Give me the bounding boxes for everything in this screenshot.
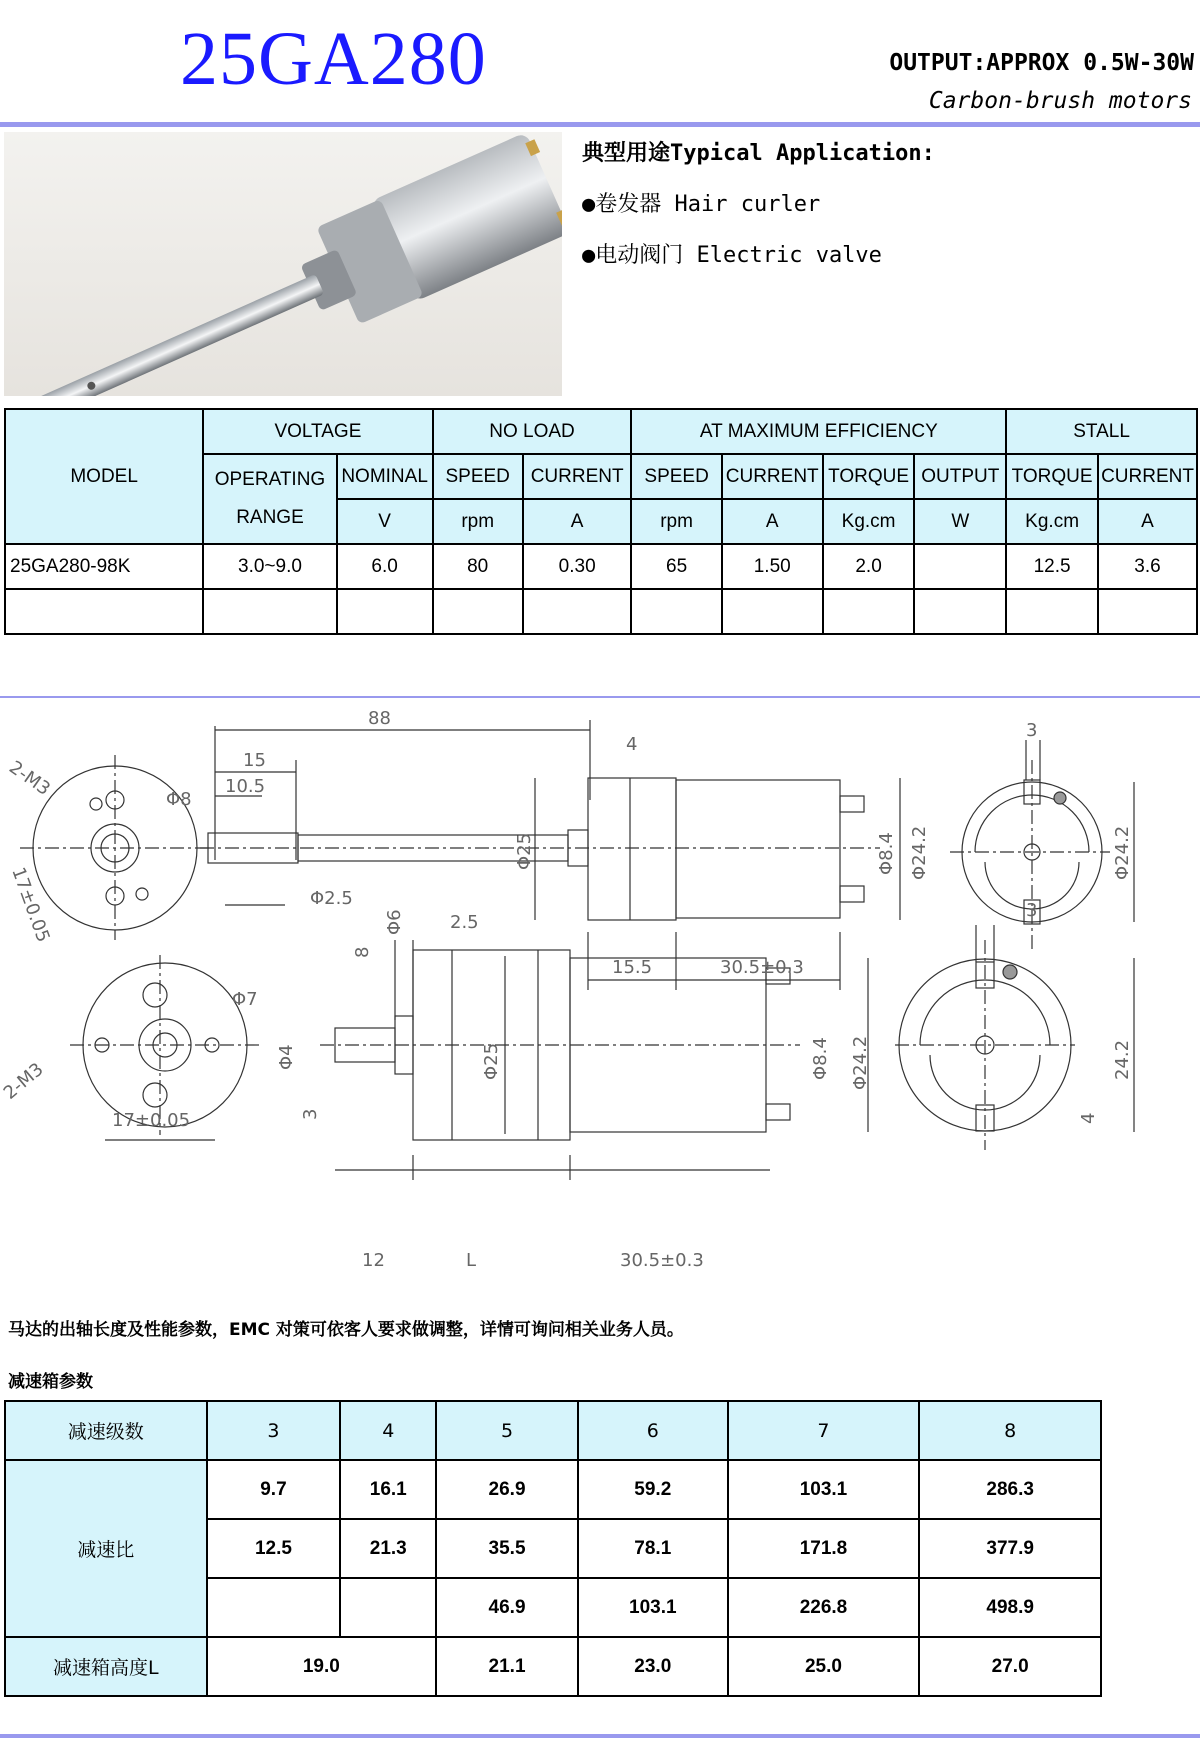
dim-label: Φ8.4 [876,832,897,875]
dim-label: 2-M3 [5,756,54,800]
unit-cell: Kg.cm [823,499,915,544]
dim-label: L [466,1250,477,1271]
dim-label: 2-M3 [0,1058,48,1104]
group-max-efficiency: AT MAXIMUM EFFICIENCY [631,409,1006,454]
ratio-cell: 59.2 [578,1460,728,1519]
table-cell [433,589,523,634]
table-cell [5,589,203,634]
section-rule [0,696,1200,698]
unit-cell: Kg.cm [1006,499,1098,544]
unit-cell: A [1098,499,1197,544]
ratio-cell: 226.8 [728,1578,920,1637]
model-title: 25GA280 [180,17,487,101]
dim-label: 17±0.05 [112,1110,191,1131]
dim-label: 15.5 [612,957,653,978]
application-heading: 典型用途Typical Application: [582,141,935,166]
unit-cell: A [523,499,632,544]
dim-label: 3 [1026,900,1038,921]
column-header: SPEED [631,454,721,499]
height-label: 减速箱高度L [5,1637,207,1696]
ratio-cell: 171.8 [728,1519,920,1578]
ratio-cell: 12.5 [207,1519,341,1578]
dim-label: 8 [352,946,373,958]
spec-table [4,408,1198,635]
table-cell: 0.30 [523,544,632,589]
table-cell: 80 [433,544,523,589]
dim-label: 2.5 [450,912,479,933]
ratio-cell: 26.9 [436,1460,578,1519]
ratio-cell: 286.3 [919,1460,1101,1519]
dim-label: Φ24.2 [1112,825,1133,880]
stage-cell: 8 [919,1401,1101,1460]
unit-cell: W [914,499,1006,544]
application-item: ●电动阀门 Electric valve [582,243,882,268]
column-header: OUTPUT [914,454,1006,499]
column-header: TORQUE [823,454,915,499]
dim-label: Φ24.2 [850,1035,871,1090]
dim-label: Φ2.5 [310,888,353,909]
group-no-load: NO LOAD [433,409,632,454]
column-header: SPEED [433,454,523,499]
dim-label: 3 [300,1108,321,1120]
table-cell [631,589,721,634]
ratio-cell [340,1578,436,1637]
dimension-drawing [0,700,1200,1280]
height-cell: 23.0 [578,1637,728,1696]
dim-label: 30.5±0.3 [620,1250,704,1271]
dim-label: Φ4 [276,1044,297,1070]
ratio-cell: 377.9 [919,1519,1101,1578]
ratio-cell: 78.1 [578,1519,728,1578]
unit-cell: rpm [433,499,523,544]
column-header: NOMINAL [337,454,433,499]
unit-cell: V [337,499,433,544]
unit-cell: A [722,499,823,544]
table-cell [523,589,632,634]
table-cell [337,589,433,634]
table-cell: 3.6 [1098,544,1197,589]
stage-cell: 6 [578,1401,728,1460]
ratio-cell: 21.3 [340,1519,436,1578]
table-cell: 1.50 [722,544,823,589]
ratio-cell: 35.5 [436,1519,578,1578]
dim-label: Φ25 [514,832,535,870]
dim-label: 24.2 [1112,1039,1133,1080]
group-stall: STALL [1006,409,1197,454]
table-cell [914,544,1006,589]
stage-cell: 3 [207,1401,341,1460]
dim-label: Φ8 [166,789,192,810]
dim-label: 30.5±0.3 [720,957,804,978]
dim-label: Φ25 [481,1042,502,1080]
gearbox-title: 减速箱参数 [8,1372,93,1392]
group-voltage: VOLTAGE [203,409,432,454]
dim-label: 15 [243,750,266,771]
ratio-cell: 103.1 [578,1578,728,1637]
table-cell: 2.0 [823,544,915,589]
table-cell: 6.0 [337,544,433,589]
stage-cell: 5 [436,1401,578,1460]
table-cell [914,589,1006,634]
header-rule [0,122,1200,127]
dim-label: 12 [362,1250,385,1271]
ratio-cell: 46.9 [436,1578,578,1637]
column-header: CURRENT [722,454,823,499]
gearbox-table [4,1400,1102,1697]
height-cell: 25.0 [728,1637,920,1696]
unit-cell: rpm [631,499,721,544]
ratio-cell: 498.9 [919,1578,1101,1637]
table-cell [1006,589,1098,634]
dim-label: 88 [368,708,391,729]
dim-label: Φ7 [232,989,258,1010]
height-cell: 21.1 [436,1637,578,1696]
ratio-cell: 9.7 [207,1460,341,1519]
dim-label: 3 [1026,720,1038,741]
table-row [5,589,1197,634]
dim-label: 17±0.05 [7,864,54,946]
model-header: MODEL [5,409,203,544]
footer-rule [0,1734,1200,1738]
dim-label: 4 [626,734,638,755]
ratio-cell: 16.1 [340,1460,436,1519]
motor-photo [4,132,562,396]
dim-label: 10.5 [225,776,266,797]
stages-label: 减速级数 [5,1401,207,1460]
table-cell: 12.5 [1006,544,1098,589]
model-cell: 25GA280-98K [5,544,203,589]
table-cell [722,589,823,634]
table-row [5,1460,1101,1519]
table-cell: 3.0~9.0 [203,544,336,589]
height-cell: 27.0 [919,1637,1101,1696]
stage-cell: 4 [340,1401,436,1460]
table-cell [203,589,336,634]
stage-cell: 7 [728,1401,920,1460]
height-cell: 19.0 [207,1637,437,1696]
table-cell [1098,589,1197,634]
dim-label: Φ8.4 [810,1037,831,1080]
dimension-labels [0,708,1133,1271]
dim-label: Φ6 [384,909,405,935]
dim-label: 4 [1078,1112,1099,1124]
table-cell: 65 [631,544,721,589]
motor-type-subtitle: Carbon-brush motors [928,88,1192,114]
output-range: OUTPUT:APPROX 0.5W-30W [889,50,1194,76]
customization-note: 马达的出轴长度及性能参数，EMC 对策可依客人要求做调整，详情可询问相关业务人员。 [8,1320,684,1340]
column-header: CURRENT [523,454,632,499]
ratio-label: 减速比 [5,1460,207,1637]
application-item: ●卷发器 Hair curler [582,192,821,217]
back-end-view-top [950,740,1134,950]
operating-range-header: OPERATING RANGE [203,454,336,544]
ratio-cell: 103.1 [728,1460,920,1519]
ratio-cell [207,1578,341,1637]
column-header: TORQUE [1006,454,1098,499]
column-header: CURRENT [1098,454,1197,499]
application-section [582,136,935,289]
table-row [5,544,1197,589]
dim-label: Φ24.2 [909,825,930,880]
table-cell [823,589,915,634]
table-row [5,1637,1101,1696]
